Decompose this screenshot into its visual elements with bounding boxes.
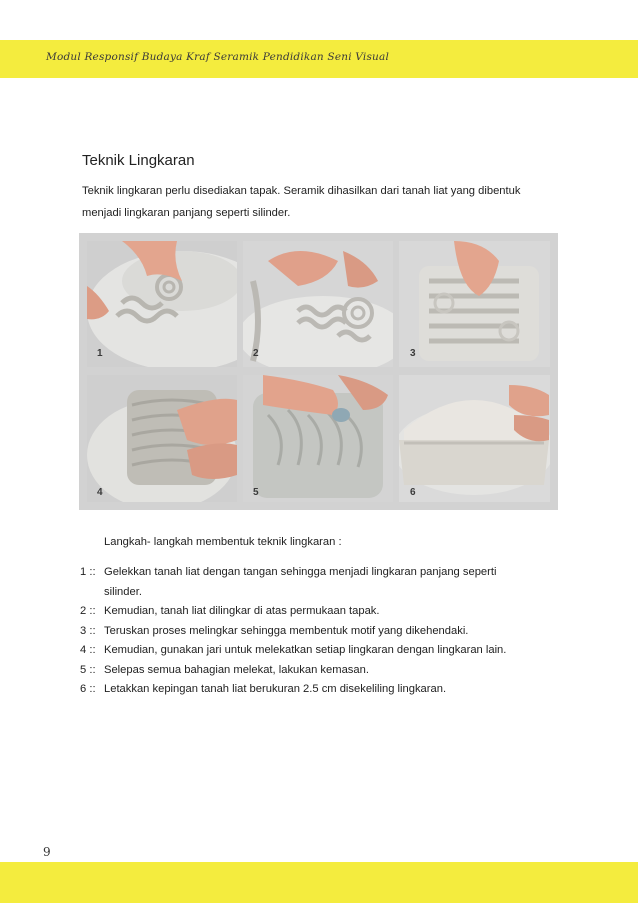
step-number: 6 :: bbox=[80, 683, 96, 695]
photo-step-2 bbox=[243, 241, 393, 367]
step-number: 5 :: bbox=[80, 663, 96, 676]
step-text: Teruskan proses melingkar sehingga membentuk motif yang dikehendaki. bbox=[104, 624, 469, 637]
photo-label-5: 5 bbox=[253, 487, 259, 498]
step-item bbox=[80, 680, 550, 700]
step-text: Kemudian, tanah liat dilingkar di atas permukaan tapak. bbox=[104, 605, 380, 617]
section-title: Teknik Lingkaran bbox=[82, 152, 195, 169]
photo-label-2: 2 bbox=[253, 348, 259, 359]
step-item bbox=[80, 641, 550, 661]
step-number: 2 :: bbox=[80, 605, 96, 617]
running-header: Modul Responsif Budaya Kraf Seramik Pendidikan Seni Visual bbox=[46, 51, 390, 63]
photo-label-4: 4 bbox=[97, 487, 103, 498]
step-text: Kemudian, gunakan jari untuk melekatkan setiap lingkaran dengan lingkaran lain. bbox=[104, 644, 507, 656]
step-item bbox=[80, 563, 550, 602]
photo-step-5 bbox=[243, 375, 393, 502]
footer-band bbox=[0, 862, 638, 903]
step-number: 3 :: bbox=[80, 624, 96, 637]
step-item bbox=[80, 661, 550, 681]
photo-step-3 bbox=[399, 241, 550, 367]
step-text: Letakkan kepingan tanah liat berukuran 2.5 cm disekeliling lingkaran. bbox=[104, 683, 447, 695]
steps-heading: Langkah- langkah membentuk teknik lingkaran : bbox=[104, 536, 342, 548]
photo-step-1 bbox=[87, 241, 237, 367]
intro-paragraph: Teknik lingkaran perlu disediakan tapak. Seramik dihasilkan dari tanah liat yang dibentuk menjadi lingkaran panjang seperti silinder. bbox=[82, 185, 521, 219]
step-photo-grid bbox=[79, 233, 558, 510]
step-number: 1 :: bbox=[80, 566, 96, 578]
photo-label-3: 3 bbox=[410, 348, 416, 359]
step-item bbox=[80, 602, 550, 622]
photo-label-6: 6 bbox=[410, 487, 416, 498]
step-text: Gelekkan tanah liat dengan tangan sehingga menjadi lingkaran panjang seperti silinder. bbox=[104, 566, 497, 598]
step-number: 4 :: bbox=[80, 644, 96, 656]
step-text: Selepas semua bahagian melekat, lakukan kemasan. bbox=[104, 663, 369, 676]
page-number: 9 bbox=[43, 845, 51, 859]
step-item bbox=[80, 622, 550, 642]
steps-list bbox=[80, 563, 550, 700]
photo-step-6 bbox=[399, 375, 550, 502]
photo-step-4 bbox=[87, 375, 237, 502]
photo-label-1: 1 bbox=[97, 348, 103, 359]
